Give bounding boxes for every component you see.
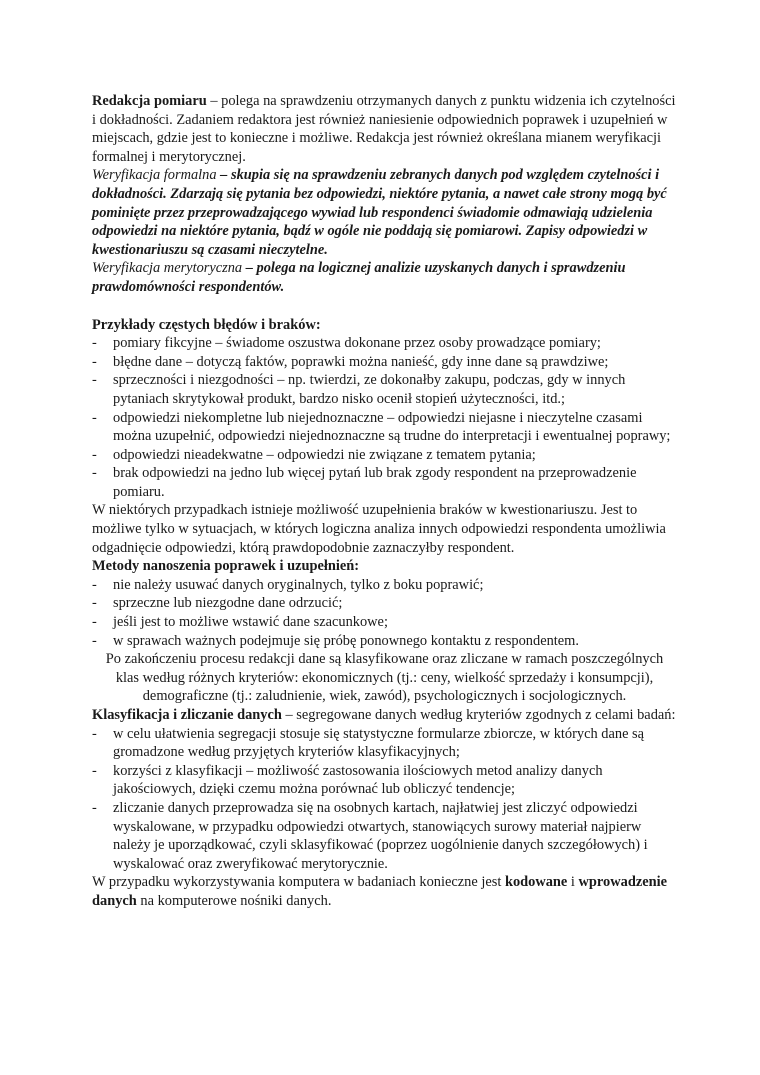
dash-bullet: - [92,409,97,426]
term-klasyfikacja: Klasyfikacja i zliczanie danych [92,707,282,723]
list-item-text: jeśli jest to możliwe wstawić dane szacunkowe; [113,614,388,631]
dash-bullet: - [92,614,97,631]
list-item-text: sprzeczności i niezgodności – np. twierdzi, ze dokonałby zakupu, podczas, gdy w innych pytaniach skrytykował produkt, bardzo nisko ocenił stopień użyteczności, itd.; [113,372,626,407]
list-item-text: nie należy usuwać danych oryginalnych, tylko z boku poprawić; [113,576,484,593]
list-item-text: sprzeczne lub niezgodne dane odrzucić; [113,595,343,612]
list-item [92,371,677,408]
list-item-text: odpowiedzi niekompletne lub niejednoznaczne – odpowiedzi niejasne i nieczytelne czasami można uzupełnić, odpowiedzi niejednoznaczne są trudne do interpretacji i ewentualnej poprawy; [113,409,671,445]
term-weryfikacja-formalna: Weryfikacja formalna [92,167,217,184]
text-run: na komputerowe nośniki danych. [136,892,332,909]
document-page [92,92,677,911]
paragraph-redakcja [92,92,677,166]
paragraph-uzupelnienie: W niektórych przypadkach istnieje możliwość uzupełnienia braków w kwestionariuszu. Jest to możliwe tylko w sytuacjach, w których logiczna analiza innych odpowiedzi respondenta umożliwia odgadnięcie odpowiedzi, którą prawdopodobnie zaznaczyłby respondent. [92,502,666,556]
list-item-text: w celu ułatwienia segregacji stosuje się statystyczne formularze zbiorcze, w których dane są gromadzone według przyjętych kryteriów klasyfikacyjnych; [113,725,645,761]
paragraph-komputer [92,873,677,910]
heading-text: Przykłady częstych błędów i braków: [92,316,321,333]
list-item [92,632,677,651]
spacer [92,297,677,316]
section-heading-metody [92,557,677,576]
term-redakcja-pomiaru: Redakcja pomiaru [92,93,207,109]
list-item-text: odpowiedzi nieadekwatne – odpowiedzi nie związane z tematem pytania; [113,446,536,463]
dash-bullet: - [92,335,97,352]
dash-bullet: - [92,372,97,389]
paragraph-centered-klasyfikacja: Po zakończeniu procesu redakcji dane są klasyfikowane oraz zliczane w ramach poszczególnych klas według różnych kryteriów: ekonomicznych (tj.: ceny, wielkość sprzedaży i konsumpcji), demograficzne (tj.: zaludnienie, wiek, zawód), psychologicznych i socjologicznych. [105,651,664,705]
dash-bullet: - [92,632,97,649]
term-weryfikacja-merytoryczna: Weryfikacja merytoryczna [92,260,243,277]
paragraph-text: – polega na logicznej analizie uzyskanych danych i sprawdzeniu prawdomówności respondentów. [92,260,626,295]
list-item [92,464,677,501]
list-item-text: zliczanie danych przeprowadza się na osobnych kartach, najłatwiej jest zliczyć odpowiedzi wyskalowane, w przypadku odpowiedzi otwartych, stanowiących surowy materiał najpierw należy je uporządkować, czyli sklasyfikować (poprzez uogólnienie danych szczegółowych) i wyskalować oraz zweryfikować merytorycznie. [113,799,648,872]
list-item [92,799,677,873]
paragraph-klasyfikacja [92,706,677,725]
paragraph-weryfikacja-merytoryczna [92,259,677,296]
dash-bullet: - [92,762,97,779]
list-item [92,594,677,613]
dash-bullet: - [92,446,97,463]
list-item [92,409,677,446]
list-item [92,725,677,762]
term-wprowadzenie-danych: wprowadzenie danych [92,874,668,909]
paragraph-text: – polega na sprawdzeniu otrzymanych danych z punktu widzenia ich czytelności i dokładności. Zadaniem redaktora jest również naniesienie odpowiednich poprawek i uzupełnień w miejscach, gdzie jest to konieczne i możliwe. Redakcja jest również określana mianem weryfikacji formalnej i merytorycznej. [92,93,676,165]
text-run: W przypadku wykorzystywania komputera w badaniach konieczne jest [92,874,505,891]
list-item [92,334,677,353]
list-item-text: pomiary fikcyjne – świadome oszustwa dokonane przez osoby prowadzące pomiary; [113,335,601,352]
list-item [92,613,677,632]
dash-bullet: - [92,576,97,593]
list-klasyfikacja [92,725,677,874]
paragraph-text: – segregowane danych według kryteriów zgodnych z celami badań: [281,707,676,723]
list-bledy [92,334,677,501]
list-item [92,762,677,799]
list-item-text: korzyści z klasyfikacji – możliwość zastosowania ilościowych metod analizy danych jakościowych, dzięki czemu można porównać lub obliczyć tendencje; [113,762,603,798]
list-item [92,446,677,465]
list-metody [92,576,677,650]
list-item-text: błędne dane – dotyczą faktów, poprawki można nanieść, gdy inne dane są prawdziwe; [113,353,609,370]
list-item [92,353,677,372]
dash-bullet: - [92,725,97,742]
heading-text: Metody nanoszenia poprawek i uzupełnień: [92,558,360,575]
term-kodowane: kodowane [504,874,568,891]
list-item-text: brak odpowiedzi na jedno lub więcej pytań lub brak zgody respondent na przeprowadzenie pomiaru. [113,465,637,500]
paragraph-weryfikacja-formalna [92,166,677,259]
text-run: i [567,874,579,891]
section-heading-bledy [92,316,677,335]
paragraph-text: – skupia się na sprawdzeniu zebranych danych pod względem czytelności i dokładności. Zdarzają się pytania bez odpowiedzi, niektóre pytania, a nawet całe strony mogą być pominięte przez przeprowadzającego wywiad lub respondenci świadomie odmawiają udzielenia odpowiedzi na niektóre pytania, bądź w ogóle nie poddają się pomiarowi. Zapisy odpowiedzi w kwestionariuszu są czasami nieczytelne. [92,167,667,258]
dash-bullet: - [92,465,97,482]
dash-bullet: - [92,595,97,612]
list-item [92,576,677,595]
list-item-text: w sprawach ważnych podejmuje się próbę ponownego kontaktu z respondentem. [113,632,579,649]
dash-bullet: - [92,799,97,816]
dash-bullet: - [92,353,97,370]
